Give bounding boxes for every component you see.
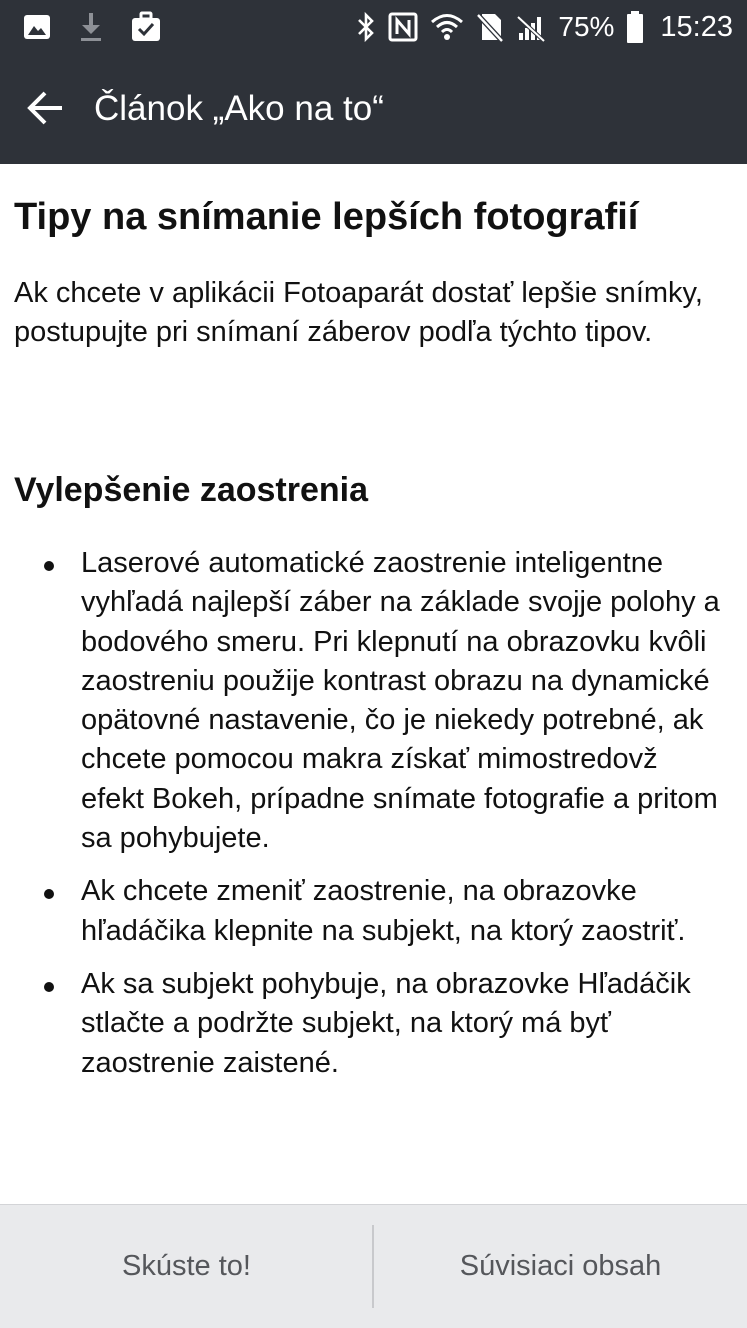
bottom-action-bar [0, 1204, 747, 1328]
tip-text: Laserové automatické zaostrenie inteligentne vyhľadá najlepší záber na základe svojje polohy a bodového smeru. Pri klepnutí na obrazovku kvôli zaostreniu použije kontrast obrazu na dynamické opätovné nastavenie, čo je niekedy potrebné, ak chcete pomocou makra získať mimostredovž efekt Bokeh, prípadne snímate fotografie a pritom sa pohybujete. [81, 547, 720, 855]
status-bar [0, 0, 747, 54]
section-heading: Vylepšenie zaostrenia [14, 471, 369, 509]
status-clock: 15:23 [660, 10, 733, 43]
tip-text: Ak sa subjekt pohybuje, na obrazovke Hľadáčik stlačte a podržte subjekt, na ktorý má byť zaostrenie zaistené. [81, 967, 691, 1079]
tip-text: Ak chcete zmeniť zaostrenie, na obrazovke hľadáčika klepnite na subjekt, na ktorý zaostriť. [81, 875, 686, 947]
list-item [0, 965, 747, 1083]
download-icon [78, 11, 104, 43]
image-icon [22, 12, 52, 42]
article-title: Tipy na snímanie lepších fotografií [14, 196, 639, 238]
article-intro: Ak chcete v aplikácii Fotoaparát dostať lepšie snímky, postupujte pri snímaní záberov podľa týchto tipov. [14, 277, 703, 348]
app-bar [0, 54, 747, 164]
status-notification-icons [22, 10, 162, 44]
nfc-icon [388, 11, 418, 43]
status-system-icons [356, 8, 733, 46]
bullet-icon [44, 889, 54, 899]
battery-icon [626, 10, 644, 44]
list-item [0, 872, 747, 951]
bullet-icon [44, 561, 54, 571]
bluetooth-icon [356, 11, 376, 43]
related-content-button[interactable]: Súvisiaci obsah [459, 1250, 662, 1282]
article-content[interactable] [0, 164, 747, 1204]
signal-off-icon [516, 11, 546, 43]
try-it-button[interactable]: Skúste to! [122, 1250, 251, 1282]
tips-list [0, 544, 747, 1097]
list-item [0, 544, 747, 858]
wifi-icon [430, 11, 464, 43]
page-title: Článok „Ako na to“ [94, 89, 384, 128]
briefcase-check-icon [130, 11, 162, 43]
back-button[interactable] [20, 84, 72, 136]
bullet-icon [44, 982, 54, 992]
arrow-left-icon [26, 90, 66, 131]
battery-percent: 75% [558, 11, 615, 42]
no-sim-icon [476, 11, 504, 43]
